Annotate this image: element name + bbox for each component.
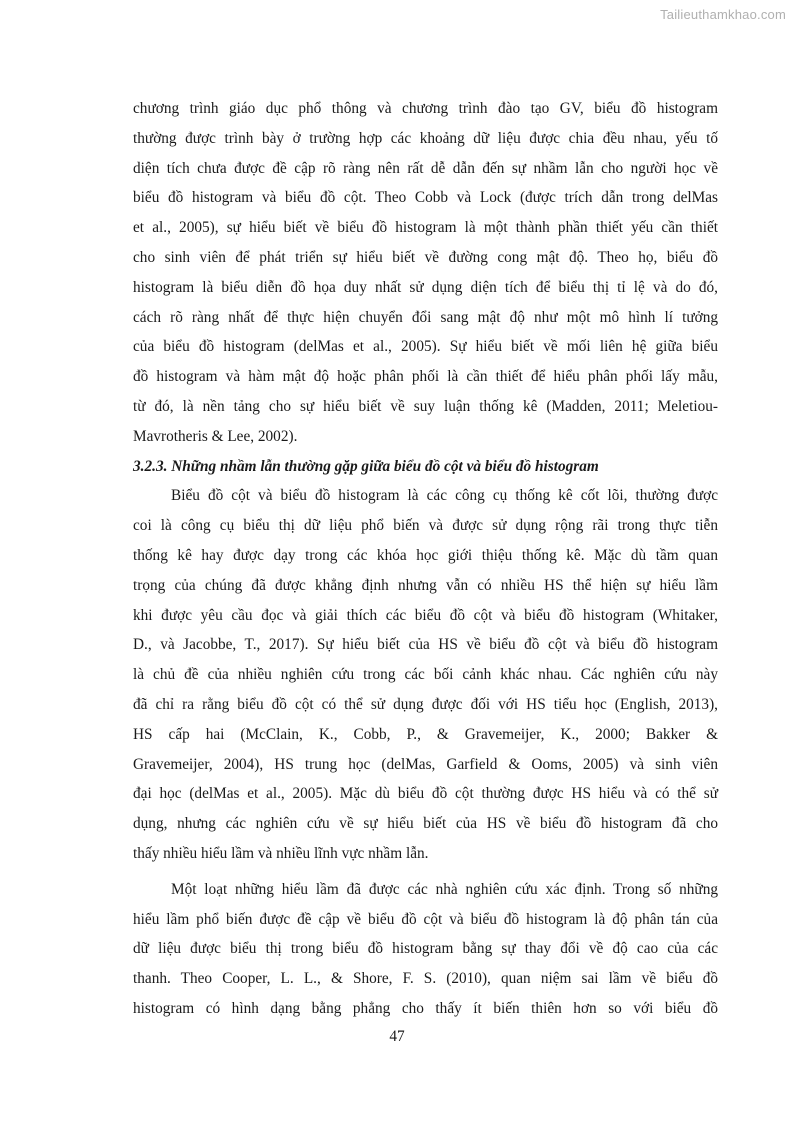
document-body [133, 94, 718, 1024]
page-number: 47 [389, 1028, 405, 1045]
text-line: et al., 2005), sự hiểu biết về biểu đồ histogram là một thành phần thiết yếu cần thiết [133, 219, 718, 237]
text-line: histogram là biểu diễn đồ họa duy nhất sử dụng diện tích để biểu thị tỉ lệ và do đó, [133, 278, 718, 296]
text-line: trọng của chúng đã được khẳng định nhưng vẫn có nhiều HS thể hiện sự hiểu lầm [133, 576, 718, 594]
watermark: Tailieuthamkhao.com [660, 7, 786, 22]
text-line: D., và Jacobbe, T., 2017). Sự hiểu biết của HS về biểu đồ cột và biểu đồ histogram [133, 636, 718, 654]
text-line: thanh. Theo Cooper, L. L., & Shore, F. S. (2010), quan niệm sai lầm về biểu đồ [133, 970, 718, 988]
text-line: coi là công cụ biểu thị dữ liệu phổ biến và được sử dụng rộng rãi trong thực tiễn [133, 517, 718, 535]
text-line: Mavrotheris & Lee, 2002). [133, 427, 298, 445]
text-line: Một loạt những hiểu lầm đã được các nhà nghiên cứu xác định. Trong số những [171, 880, 718, 898]
text-line: dụng, nhưng các nghiên cứu về sự hiểu biết của HS về biểu đồ histogram đã cho [133, 815, 718, 833]
text-line: thấy nhiều hiểu lầm và nhiều lĩnh vực nhầm lẫn. [133, 844, 429, 862]
text-line: Biểu đồ cột và biểu đồ histogram là các công cụ thống kê cốt lõi, thường được [171, 487, 718, 505]
text-line: dữ liệu được biểu thị trong biểu đồ histogram bằng sự thay đổi về độ cao của các [133, 940, 718, 958]
text-line: khi được yêu cầu đọc và giải thích các biểu đồ cột và biểu đồ histogram (Whitaker, [133, 606, 718, 624]
text-line: là chủ đề của nhiều nghiên cứu trong các bối cảnh khác nhau. Các nghiên cứu này [133, 666, 718, 684]
text-line: chương trình giáo dục phổ thông và chương trình đào tạo GV, biểu đồ histogram [133, 100, 718, 117]
paragraph-2 [133, 481, 718, 868]
paragraph-3 [133, 875, 718, 1024]
text-line: đại học (delMas et al., 2005). Mặc dù biểu đồ cột thường được HS hiểu và có thể sử [133, 785, 718, 803]
text-line: histogram có hình dạng bằng phẳng cho thấy ít biến thiên hơn so với biểu đồ [133, 999, 718, 1017]
text-line: của biểu đồ histogram (delMas et al., 2005). Sự hiểu biết về mối liên hệ giữa biểu [133, 338, 718, 356]
text-line: diện tích chưa được đề cập rõ ràng nên rất dễ dẫn đến sự nhầm lẫn cho người học về [133, 159, 718, 177]
text-line: đồ histogram và hàm mật độ hoặc phân phối là cần thiết để hiểu phân phối lấy mẫu, [133, 368, 718, 386]
text-line: thường được trình bày ở trường hợp các khoảng dữ liệu được chia đều nhau, yếu tố [133, 129, 718, 147]
section-heading: 3.2.3. Những nhầm lẫn thường gặp giữa biểu đồ cột và biểu đồ histogram [133, 457, 599, 475]
text-line: biểu đồ histogram và biểu đồ cột. Theo Cobb và Lock (được trích dẫn trong delMas [133, 189, 718, 207]
text-line: Gravemeijer, 2004), HS trung học (delMas, Garfield & Ooms, 2005) và sinh viên [133, 755, 718, 773]
text-line: cách rõ ràng nhất để thực hiện chuyển đổi sang mật độ như một mô hình lí tưởng [133, 308, 718, 326]
text-line: từ đó, là nền tảng cho sự hiểu biết về suy luận thống kê (Madden, 2011; Meletiou- [133, 397, 718, 415]
paragraph-1 [133, 94, 718, 452]
text-line: đã chỉ ra rằng biểu đồ cột có thể sử dụng được đối với HS tiểu học (English, 2013), [133, 695, 718, 713]
text-line: hiểu lầm phổ biến được đề cập về biểu đồ cột và biểu đồ histogram là độ phân tán của [133, 910, 718, 928]
text-line: HS cấp hai (McClain, K., Cobb, P., & Gravemeijer, K., 2000; Bakker & [133, 725, 718, 743]
text-line: thống kê hay được dạy trong các khóa học giới thiệu thống kê. Mặc dù tầm quan [133, 546, 718, 564]
text-line: cho sinh viên để phát triển sự hiểu biết về đường cong mật độ. Theo họ, biểu đồ [133, 248, 718, 266]
